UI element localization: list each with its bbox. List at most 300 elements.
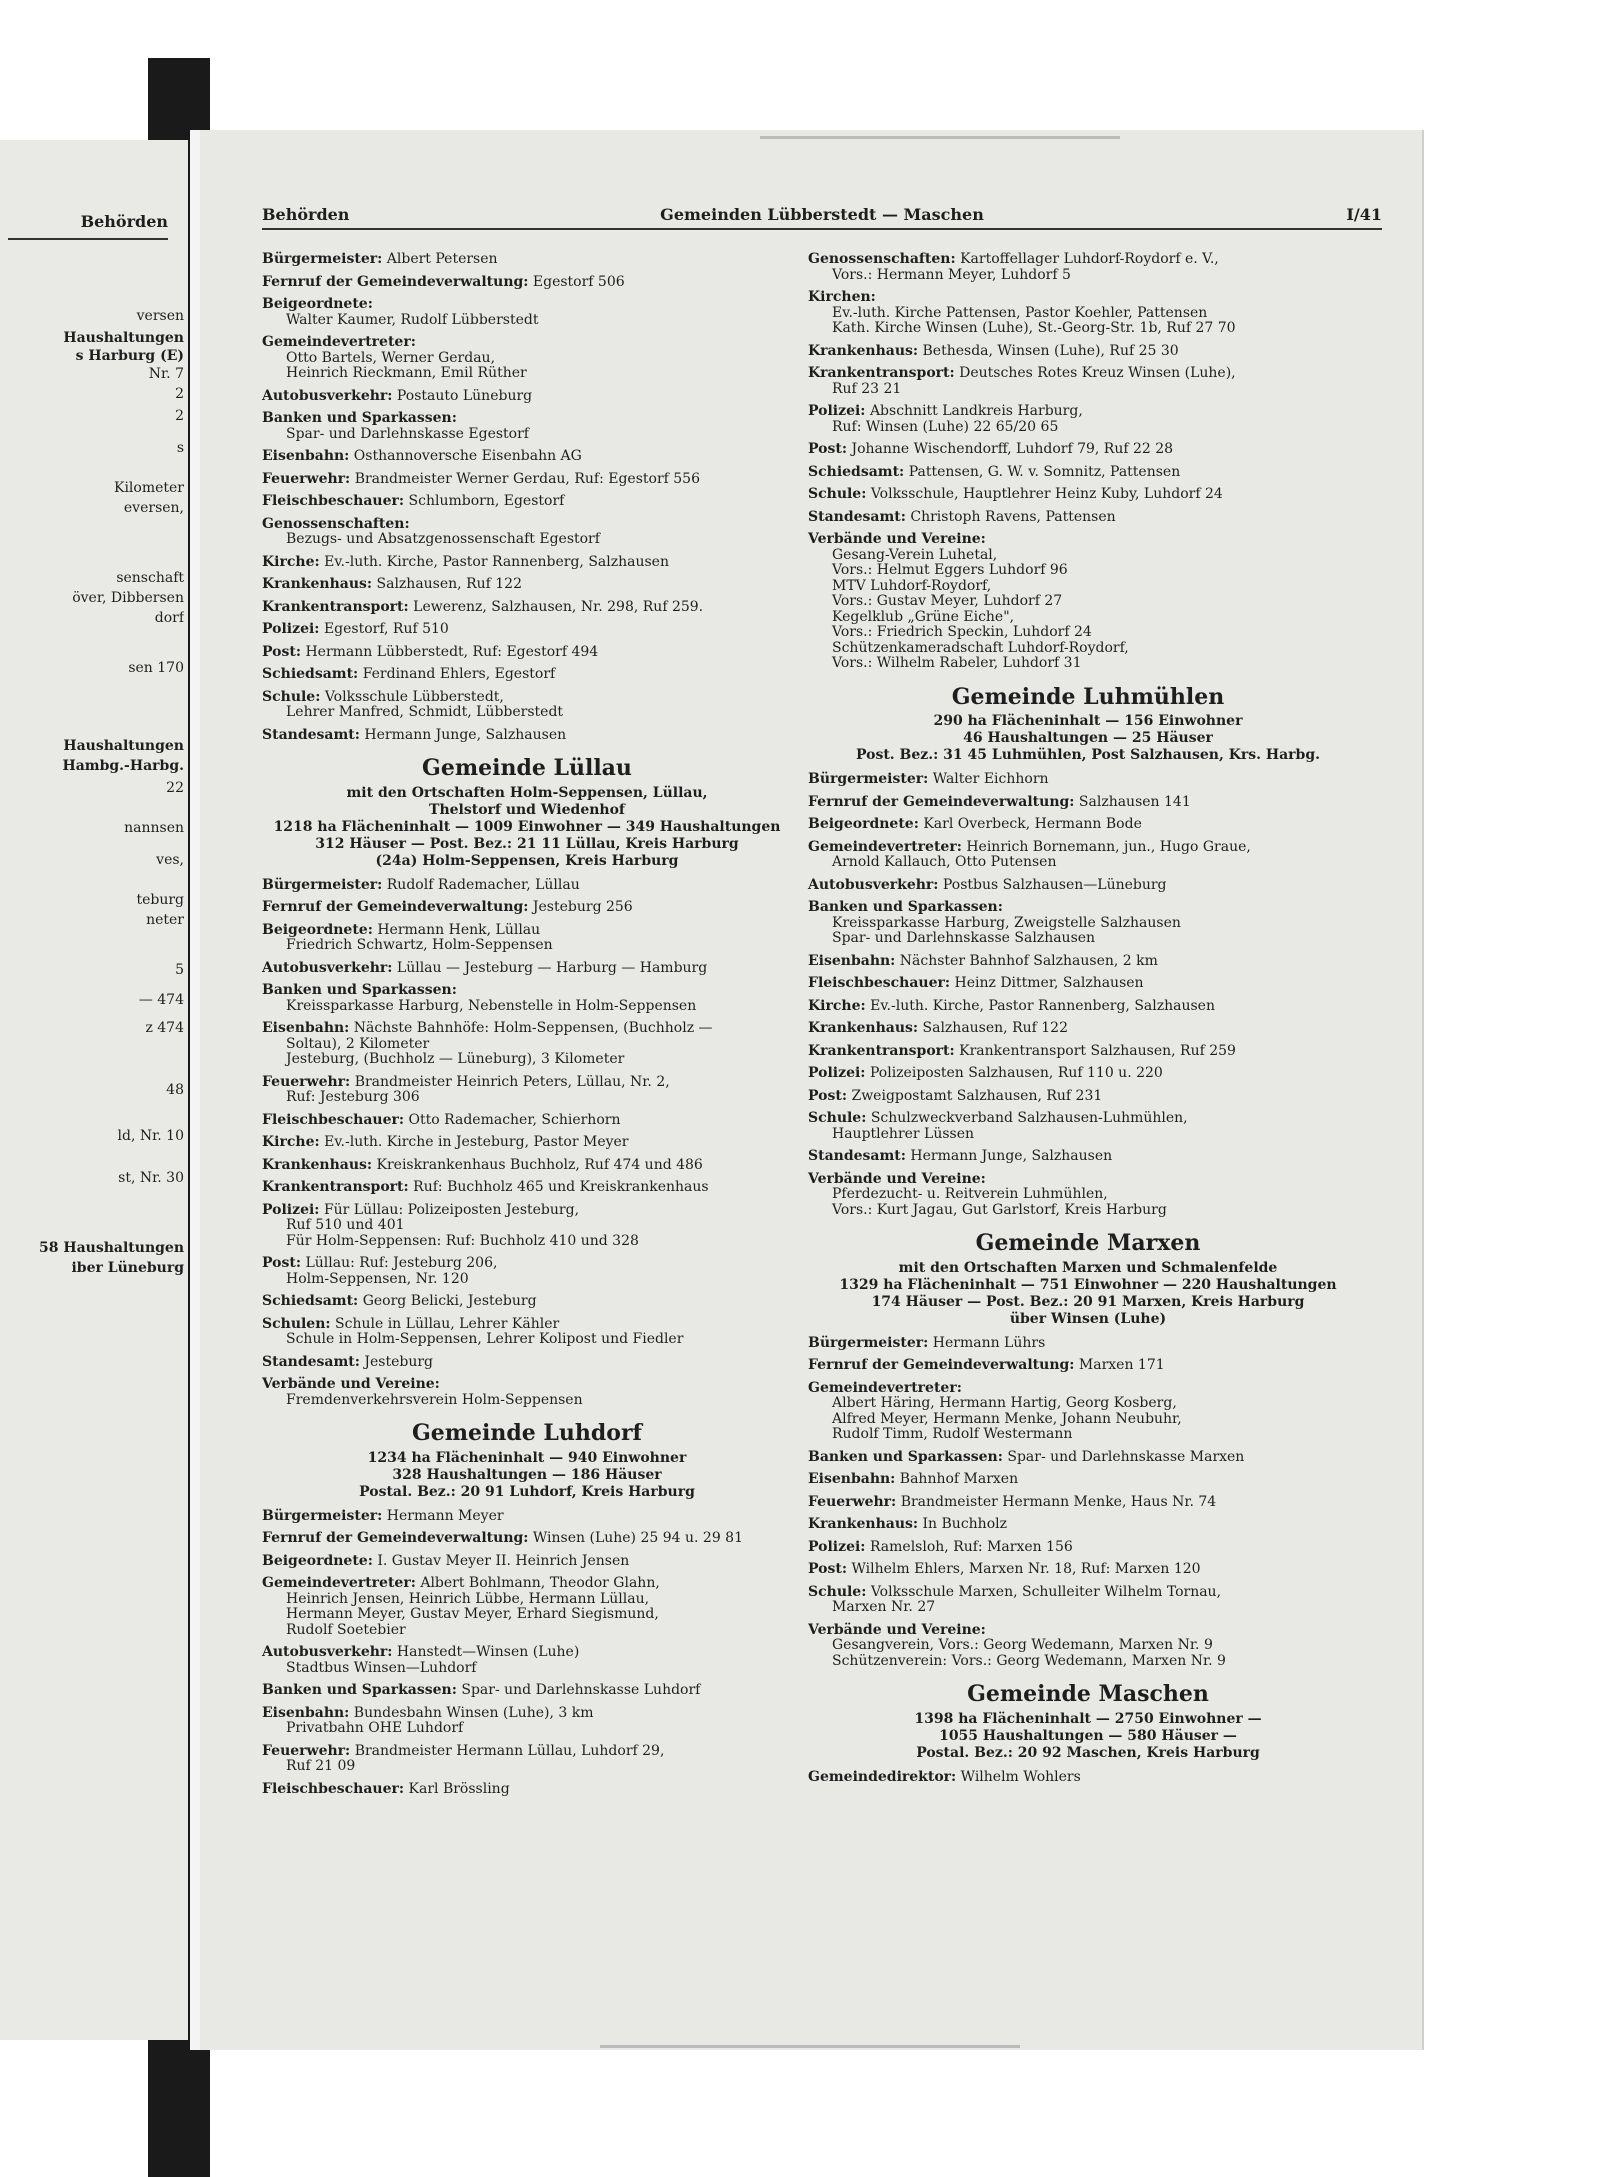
entry-value: In Buchholz: [922, 1516, 1007, 1532]
directory-entry: [262, 900, 792, 916]
entry-label: Autobusverkehr:: [262, 959, 393, 976]
entry-label: Banken und Sparkassen:: [808, 1448, 1003, 1465]
entry-value: Ferdinand Ehlers, Egestorf: [362, 666, 556, 682]
fragment-line: z 474: [145, 1020, 184, 1036]
municipality-stats: 312 Häuser — Post. Bez.: 21 11 Lüllau, Kreis Harburg: [315, 835, 739, 852]
entry-value: Lüllau: Ruf: Jesteburg 206,: [305, 1255, 498, 1271]
directory-entry: [808, 532, 1368, 672]
directory-entry: [262, 961, 792, 977]
scan-artifact: [600, 2045, 1020, 2048]
entry-continuation: Spar- und Darlehnskasse Salzhausen: [832, 930, 1096, 946]
entry-label: Eisenbahn:: [262, 1704, 350, 1721]
municipality-heading: [808, 1681, 1368, 1762]
entry-value: Egestorf, Ruf 510: [323, 621, 449, 637]
directory-entry: [262, 1509, 792, 1525]
entry-continuation: Arnold Kallauch, Otto Putensen: [832, 854, 1057, 870]
entry-value: Bethesda, Winsen (Luhe), Ruf 25 30: [922, 342, 1179, 359]
entry-continuation: Schützenkameradschaft Luhdorf-Roydorf,: [832, 639, 1129, 656]
entry-label: Eisenbahn:: [808, 1471, 896, 1487]
directory-entry: [808, 878, 1368, 894]
fragment-line: neter: [146, 912, 184, 928]
entry-value: Rudolf Rademacher, Lüllau: [386, 876, 580, 893]
header-title: Gemeinden Lübberstedt — Maschen: [660, 205, 984, 224]
directory-entry: [808, 487, 1368, 503]
entry-value: Wilhelm Ehlers, Marxen Nr. 18, Ruf: Marxen 120: [851, 1561, 1201, 1577]
entry-label: Post:: [262, 643, 302, 660]
entry-value: Winsen (Luhe) 25 94 u. 29 81: [532, 1530, 743, 1546]
entry-value: Volksschule, Hauptlehrer Heinz Kuby, Luhdorf 24: [870, 486, 1223, 502]
entry-label: Krankenhaus:: [808, 1516, 919, 1532]
entry-value: Hermann Meyer: [386, 1507, 504, 1524]
entry-continuation: Ruf: Jesteburg 306: [286, 1089, 420, 1105]
entry-value: Ev.-luth. Kirche, Pastor Rannenberg, Salzhausen: [870, 997, 1215, 1014]
municipality-stats: 1398 ha Flächeninhalt — 2750 Einwohner —: [914, 1710, 1262, 1727]
entry-label: Post:: [808, 441, 848, 457]
page-number: I/41: [1346, 205, 1382, 224]
entry-value: Kartoffellager Luhdorf-Roydorf e. V.,: [960, 251, 1219, 267]
fragment-line: dorf: [154, 610, 184, 626]
entry-label: Gemeindevertreter:: [808, 1379, 962, 1396]
fragment-line: Nr. 7: [148, 366, 184, 382]
entry-value: Hanstedt—Winsen (Luhe): [396, 1644, 580, 1660]
entry-value: Wilhelm Wohlers: [960, 1768, 1081, 1785]
entry-label: Schiedsamt:: [262, 1293, 359, 1309]
entry-value: I. Gustav Meyer II. Heinrich Jensen: [377, 1552, 630, 1569]
document-page: [200, 130, 1424, 2050]
fragment-line: Hambg.-Harbg.: [62, 758, 184, 774]
entry-value: Georg Belicki, Jesteburg: [362, 1293, 537, 1309]
municipality-stats: 328 Haushaltungen — 186 Häuser: [392, 1466, 662, 1483]
municipality-stats: 174 Häuser — Post. Bez.: 20 91 Marxen, Kreis Harburg: [871, 1293, 1305, 1310]
directory-entry: [262, 1317, 792, 1348]
municipality-title: Gemeinde Lüllau: [422, 755, 632, 781]
entry-label: Kirchen:: [808, 289, 876, 305]
entry-label: Kirche:: [262, 1134, 320, 1150]
directory-entry: [262, 517, 792, 548]
directory-entry: [808, 510, 1368, 526]
entry-value: Otto Rademacher, Schierhorn: [408, 1111, 621, 1128]
entry-continuation: Heinrich Jensen, Heinrich Lübbe, Hermann Lüllau,: [286, 1590, 650, 1607]
entry-continuation: Ruf 23 21: [832, 380, 902, 397]
municipality-stats: Postal. Bez.: 20 92 Maschen, Kreis Harburg: [916, 1744, 1260, 1761]
entry-value: Ruf: Buchholz 465 und Kreiskrankenhaus: [413, 1179, 709, 1195]
entry-continuation: Ruf 510 und 401: [286, 1217, 405, 1233]
directory-entry: [808, 1172, 1368, 1219]
entry-label: Verbände und Vereine:: [808, 1621, 986, 1638]
entry-label: Feuerwehr:: [262, 470, 351, 487]
entry-label: Polizei:: [808, 403, 866, 419]
scan-artifact: [760, 136, 1120, 139]
entry-value: Volksschule Marxen, Schulleiter Wilhelm Tornau,: [870, 1583, 1222, 1600]
directory-entry: [262, 1706, 792, 1737]
entry-label: Krankenhaus:: [262, 1156, 373, 1173]
directory-entry: [262, 1531, 792, 1547]
entry-label: Banken und Sparkassen:: [262, 410, 457, 426]
directory-entry: [262, 878, 792, 894]
fragment-line: Kilometer: [113, 480, 184, 496]
page-header: [262, 202, 1382, 230]
entry-continuation: Ev.-luth. Kirche Pattensen, Pastor Koehler, Pattensen: [832, 304, 1208, 321]
entry-label: Fernruf der Gemeindeverwaltung:: [262, 273, 529, 290]
entry-label: Fernruf der Gemeindeverwaltung:: [808, 1357, 1075, 1373]
entry-label: Post:: [808, 1561, 848, 1577]
fragment-line: ld, Nr. 10: [117, 1128, 184, 1144]
municipality-stats: 1055 Haushaltungen — 580 Häuser —: [939, 1727, 1237, 1744]
directory-entry: [262, 1135, 792, 1151]
entry-continuation: Vors.: Hermann Meyer, Luhdorf 5: [832, 266, 1071, 283]
entry-value: Pattensen, G. W. v. Somnitz, Pattensen: [908, 463, 1181, 480]
entry-label: Krankentransport:: [262, 598, 409, 615]
entry-label: Fleischbeschauer:: [262, 493, 405, 509]
entry-value: Schulzweckverband Salzhausen-Luhmühlen,: [870, 1110, 1188, 1126]
entry-value: Brandmeister Hermann Menke, Haus Nr. 74: [900, 1493, 1217, 1510]
entry-continuation: Stadtbus Winsen—Luhdorf: [286, 1659, 477, 1676]
entry-label: Bürgermeister:: [808, 771, 929, 787]
entry-value: Walter Eichhorn: [932, 771, 1049, 787]
entry-continuation: Kreissparkasse Harburg, Nebenstelle in Holm-Seppensen: [286, 997, 697, 1014]
directory-entry: [262, 1355, 792, 1371]
directory-entry: [808, 954, 1368, 970]
entry-value: Hermann Junge, Salzhausen: [910, 1148, 1113, 1164]
municipality-stats: Thelstorf und Wiedenhof: [429, 801, 625, 818]
entry-label: Autobusverkehr:: [262, 1644, 393, 1660]
directory-entry: [262, 923, 792, 954]
entry-continuation: Otto Bartels, Werner Gerdau,: [286, 349, 496, 366]
entry-label: Eisenbahn:: [262, 448, 350, 464]
entry-value: Spar- und Darlehnskasse Luhdorf: [461, 1682, 701, 1698]
entry-label: Gemeindedirektor:: [808, 1768, 957, 1785]
directory-entry: [808, 1517, 1368, 1533]
municipality-title: Gemeinde Maschen: [967, 1681, 1209, 1707]
entry-value: Johanne Wischendorff, Luhdorf 79, Ruf 22 28: [851, 441, 1174, 457]
entry-value: Brandmeister Heinrich Peters, Lüllau, Nr. 2,: [354, 1073, 670, 1090]
entry-continuation: Ruf: Winsen (Luhe) 22 65/20 65: [832, 418, 1059, 435]
entry-label: Krankentransport:: [808, 365, 955, 381]
municipality-stats: über Winsen (Luhe): [1009, 1310, 1167, 1327]
directory-entry: [262, 1683, 792, 1699]
entry-label: Bürgermeister:: [262, 876, 383, 893]
entry-value: Ramelsloh, Ruf: Marxen 156: [869, 1538, 1073, 1555]
fragment-line: 2: [175, 408, 184, 424]
entry-continuation: Kath. Kirche Winsen (Luhe), St.-Georg-Str. 1b, Ruf 27 70: [832, 320, 1236, 336]
municipality-stats: mit den Ortschaften Holm-Seppensen, Lüllau,: [346, 784, 708, 801]
directory-entry: [808, 252, 1368, 283]
entry-continuation: Privatbahn OHE Luhdorf: [286, 1720, 464, 1736]
fragment-line: versen: [136, 308, 184, 324]
fragment-line: ves,: [156, 852, 184, 868]
municipality-stats: 1329 ha Flächeninhalt — 751 Einwohner — 220 Haushaltungen: [839, 1276, 1337, 1293]
directory-entry: [808, 1495, 1368, 1511]
entry-value: Jesteburg 256: [532, 899, 633, 915]
directory-entry: [262, 1075, 792, 1106]
entry-label: Schiedsamt:: [262, 666, 359, 682]
entry-value: Hermann Junge, Salzhausen: [364, 726, 567, 743]
entry-label: Banken und Sparkassen:: [262, 1682, 457, 1698]
entry-continuation: Friedrich Schwartz, Holm-Seppensen: [286, 937, 553, 953]
entry-value: Karl Brössling: [408, 1780, 510, 1797]
entry-continuation: Vors.: Friedrich Speckin, Luhdorf 24: [832, 624, 1092, 640]
entry-label: Kirche:: [808, 997, 866, 1014]
fragment-line: 58 Haushaltungen: [39, 1240, 184, 1256]
entry-label: Fernruf der Gemeindeverwaltung:: [808, 793, 1075, 810]
entry-value: Osthannoversche Eisenbahn AG: [353, 448, 582, 464]
directory-entry: [808, 1149, 1368, 1165]
entry-continuation: Vors.: Wilhelm Rabeler, Luhdorf 31: [832, 655, 1082, 671]
entry-value: Schule in Lüllau, Lehrer Kähler: [335, 1315, 560, 1332]
entry-value: Postbus Salzhausen—Lüneburg: [942, 876, 1167, 893]
fragment-line: Haushaltungen: [63, 738, 184, 754]
directory-entry: [808, 817, 1368, 833]
entry-label: Standesamt:: [808, 508, 906, 525]
directory-entry: [808, 900, 1368, 947]
entry-value: Kreiskrankenhaus Buchholz, Ruf 474 und 486: [376, 1156, 703, 1173]
entry-value: Albert Petersen: [386, 251, 498, 267]
directory-entry: [262, 1645, 792, 1676]
directory-entry: [262, 1576, 792, 1638]
directory-entry: [262, 335, 792, 382]
entry-continuation: Vors.: Helmut Eggers Luhdorf 96: [832, 562, 1068, 578]
entry-value: Bahnhof Marxen: [899, 1471, 1019, 1487]
entry-value: Brandmeister Werner Gerdau, Ruf: Egestorf 556: [354, 470, 700, 487]
entry-label: Eisenbahn:: [808, 952, 896, 969]
directory-entry: [262, 1158, 792, 1174]
municipality-heading: [808, 1230, 1368, 1328]
entry-label: Gemeindevertreter:: [808, 838, 962, 855]
entry-continuation: Gesangverein, Vors.: Georg Wedemann, Marxen Nr. 9: [832, 1637, 1213, 1653]
entry-continuation: Pferdezucht- u. Reitverein Luhmühlen,: [832, 1186, 1108, 1202]
directory-entry: [262, 389, 792, 405]
entry-value: Deutsches Rotes Kreuz Winsen (Luhe),: [959, 365, 1236, 381]
entry-label: Polizei:: [262, 1201, 320, 1218]
directory-entry: [808, 1770, 1368, 1786]
entry-label: Schiedsamt:: [808, 463, 905, 480]
directory-entry: [262, 275, 792, 291]
entry-label: Post:: [808, 1087, 848, 1104]
entry-value: Volksschule Lübberstedt,: [324, 688, 504, 705]
directory-entry: [262, 600, 792, 616]
fragment-line: sen 170: [128, 660, 184, 676]
entry-label: Kirche:: [262, 553, 320, 570]
directory-entry: [808, 465, 1368, 481]
entry-value: Ev.-luth. Kirche, Pastor Rannenberg, Salzhausen: [324, 553, 669, 570]
entry-label: Schule:: [808, 1110, 867, 1126]
fragment-line: s: [176, 440, 184, 456]
directory-entry: [262, 667, 792, 683]
directory-entry: [262, 1203, 792, 1250]
fragment-line: st, Nr. 30: [118, 1170, 184, 1186]
entry-label: Verbände und Vereine:: [262, 1376, 440, 1392]
entry-value: Jesteburg: [364, 1353, 434, 1370]
entry-value: Zweigpostamt Salzhausen, Ruf 231: [851, 1087, 1103, 1104]
directory-entry: [808, 1336, 1368, 1352]
fragment-line: 48: [166, 1082, 184, 1098]
entry-label: Krankenhaus:: [808, 1020, 919, 1036]
entry-continuation: Fremdenverkehrsverein Holm-Seppensen: [286, 1391, 583, 1408]
fragment-line: eversen,: [123, 500, 184, 516]
fragment-line: Haushaltungen: [63, 330, 184, 346]
header-left: Behörden: [262, 205, 350, 224]
entry-label: Fernruf der Gemeindeverwaltung:: [262, 899, 529, 915]
entry-continuation: Marxen Nr. 27: [832, 1599, 936, 1615]
entry-value: Egestorf 506: [532, 273, 625, 290]
fragment-line: — 474: [138, 992, 184, 1008]
entry-value: Postauto Lüneburg: [396, 387, 533, 404]
fragment-line: 22: [166, 780, 184, 796]
directory-entry: [808, 1066, 1368, 1082]
entry-label: Banken und Sparkassen:: [262, 982, 457, 998]
entry-label: Post:: [262, 1255, 302, 1271]
entry-continuation: Spar- und Darlehnskasse Egestorf: [286, 425, 529, 442]
fragment-line: s Harburg (E): [75, 348, 184, 364]
directory-entry: [808, 1472, 1368, 1488]
directory-entry: [808, 366, 1368, 397]
directory-entry: [262, 577, 792, 593]
entry-label: Eisenbahn:: [262, 1020, 350, 1036]
previous-page-header: Behörden: [8, 212, 168, 240]
directory-entry: [262, 690, 792, 721]
municipality-stats: 290 ha Flächeninhalt — 156 Einwohner: [933, 713, 1243, 729]
entry-value: Brandmeister Hermann Lüllau, Luhdorf 29,: [354, 1742, 665, 1759]
directory-entry: [808, 1562, 1368, 1578]
fragment-line: över, Dibbersen: [72, 590, 184, 606]
directory-entry: [808, 999, 1368, 1015]
entry-continuation: Jesteburg, (Buchholz — Lüneburg), 3 Kilometer: [286, 1051, 625, 1067]
entry-value: Hermann Lübberstedt, Ruf: Egestorf 494: [305, 643, 599, 660]
entry-continuation: Vors.: Gustav Meyer, Luhdorf 27: [832, 593, 1063, 609]
entry-continuation: Schützenverein: Vors.: Georg Wedemann, Marxen Nr. 9: [832, 1652, 1226, 1669]
entry-value: Ev.-luth. Kirche in Jesteburg, Pastor Meyer: [324, 1134, 629, 1150]
directory-entry: [808, 1381, 1368, 1443]
entry-value: Hermann Henk, Lüllau: [377, 921, 541, 938]
directory-entry: [262, 555, 792, 571]
entry-label: Polizei:: [262, 621, 320, 637]
entry-value: Lewerenz, Salzhausen, Nr. 298, Ruf 259.: [413, 598, 704, 615]
entry-label: Gemeindevertreter:: [262, 1575, 416, 1591]
directory-entry: [262, 1021, 792, 1068]
directory-entry: [262, 983, 792, 1014]
entry-value: Für Lüllau: Polizeiposten Jesteburg,: [323, 1201, 580, 1218]
municipality-stats: 46 Haushaltungen — 25 Häuser: [963, 730, 1213, 746]
entry-continuation: Hauptlehrer Lüssen: [832, 1125, 975, 1142]
left-text-column: [262, 252, 792, 1804]
directory-entry: [262, 728, 792, 744]
entry-label: Banken und Sparkassen:: [808, 899, 1003, 915]
entry-value: Nächste Bahnhöfe: Holm-Seppensen, (Buchholz —: [353, 1020, 713, 1036]
entry-value: Bundesbahn Winsen (Luhe), 3 km: [353, 1704, 594, 1721]
fragment-line: teburg: [136, 892, 184, 908]
municipality-title: Gemeinde Marxen: [975, 1230, 1201, 1256]
right-text-column: [808, 252, 1368, 1792]
entry-continuation: Kegelklub „Grüne Eiche",: [832, 608, 1015, 625]
entry-label: Feuerwehr:: [262, 1742, 351, 1759]
entry-continuation: Ruf 21 09: [286, 1758, 356, 1774]
entry-value: Heinrich Bornemann, jun., Hugo Graue,: [966, 838, 1251, 855]
directory-entry: [808, 1021, 1368, 1037]
entry-label: Fernruf der Gemeindeverwaltung:: [262, 1530, 529, 1546]
entry-value: Christoph Ravens, Pattensen: [910, 508, 1116, 525]
entry-label: Beigeordnete:: [262, 296, 373, 312]
municipality-title: Gemeinde Luhdorf: [411, 1420, 643, 1446]
entry-label: Bürgermeister:: [262, 1507, 383, 1524]
entry-continuation: Bezugs- und Absatzgenossenschaft Egestorf: [286, 531, 600, 547]
entry-label: Autobusverkehr:: [808, 876, 939, 893]
entry-label: Schule:: [808, 486, 867, 502]
entry-value: Salzhausen, Ruf 122: [376, 576, 522, 592]
entry-label: Polizei:: [808, 1538, 866, 1555]
entry-value: Hermann Lührs: [932, 1334, 1046, 1351]
entry-value: Krankentransport Salzhausen, Ruf 259: [959, 1042, 1236, 1059]
entry-value: Albert Bohlmann, Theodor Glahn,: [420, 1575, 660, 1591]
directory-entry: [262, 297, 792, 328]
fragment-line: iber Lüneburg: [71, 1260, 184, 1276]
directory-entry: [808, 1044, 1368, 1060]
municipality-heading: [262, 1420, 792, 1501]
municipality-heading: [808, 683, 1368, 765]
entry-value: Marxen 171: [1078, 1357, 1165, 1373]
entry-continuation: Walter Kaumer, Rudolf Lübberstedt: [286, 311, 539, 328]
municipality-stats: 1218 ha Flächeninhalt — 1009 Einwohner — 349 Haushaltungen: [273, 818, 781, 835]
entry-label: Schule:: [262, 688, 321, 705]
fragment-line: senschaft: [116, 570, 184, 586]
entry-label: Beigeordnete:: [262, 1552, 373, 1569]
fragment-line: 2: [175, 386, 184, 402]
entry-label: Krankenhaus:: [808, 342, 919, 359]
page-gutter: [190, 130, 200, 2050]
entry-continuation: Rudolf Timm, Rudolf Westermann: [832, 1426, 1073, 1442]
previous-page-fragment: [0, 140, 188, 2040]
directory-entry: [262, 1377, 792, 1408]
directory-entry: [808, 795, 1368, 811]
entry-label: Fleischbeschauer:: [808, 975, 951, 991]
entry-continuation: Kreissparkasse Harburg, Zweigstelle Salzhausen: [832, 914, 1181, 931]
directory-entry: [808, 1111, 1368, 1142]
directory-entry: [808, 976, 1368, 992]
entry-continuation: Vors.: Kurt Jagau, Gut Garlstorf, Kreis Harburg: [832, 1201, 1167, 1218]
directory-entry: [262, 1782, 792, 1798]
directory-entry: [808, 1089, 1368, 1105]
entry-value: Polizeiposten Salzhausen, Ruf 110 u. 220: [869, 1065, 1163, 1081]
fragment-line: 5: [175, 962, 184, 978]
entry-label: Krankenhaus:: [262, 576, 373, 592]
entry-label: Feuerwehr:: [262, 1073, 351, 1090]
entry-label: Genossenschaften:: [262, 515, 410, 532]
directory-entry: [262, 1113, 792, 1129]
entry-label: Beigeordnete:: [808, 816, 919, 832]
entry-continuation: Rudolf Soetebier: [286, 1621, 406, 1638]
directory-entry: [262, 1180, 792, 1196]
fragment-line: nannsen: [124, 820, 184, 836]
entry-label: Autobusverkehr:: [262, 387, 393, 404]
directory-entry: [808, 840, 1368, 871]
entry-continuation: Für Holm-Seppensen: Ruf: Buchholz 410 und 328: [286, 1232, 639, 1249]
entry-value: Karl Overbeck, Hermann Bode: [923, 816, 1142, 832]
directory-entry: [262, 252, 792, 268]
entry-continuation: Albert Häring, Hermann Hartig, Georg Kosberg,: [832, 1395, 1177, 1411]
entry-label: Beigeordnete:: [262, 921, 373, 938]
directory-entry: [808, 1540, 1368, 1556]
entry-value: Heinz Dittmer, Salzhausen: [954, 975, 1144, 991]
directory-entry: [808, 1450, 1368, 1466]
entry-label: Standesamt:: [262, 1353, 360, 1370]
entry-continuation: Heinrich Rieckmann, Emil Rüther: [286, 365, 527, 381]
entry-label: Standesamt:: [262, 726, 360, 743]
directory-entry: [808, 442, 1368, 458]
entry-label: Schule:: [808, 1583, 867, 1600]
entry-continuation: Holm-Seppensen, Nr. 120: [286, 1270, 469, 1287]
entry-continuation: Schule in Holm-Seppensen, Lehrer Kolipost und Fiedler: [286, 1331, 684, 1347]
entry-label: Genossenschaften:: [808, 251, 956, 267]
entry-label: Verbände und Vereine:: [808, 1170, 986, 1187]
